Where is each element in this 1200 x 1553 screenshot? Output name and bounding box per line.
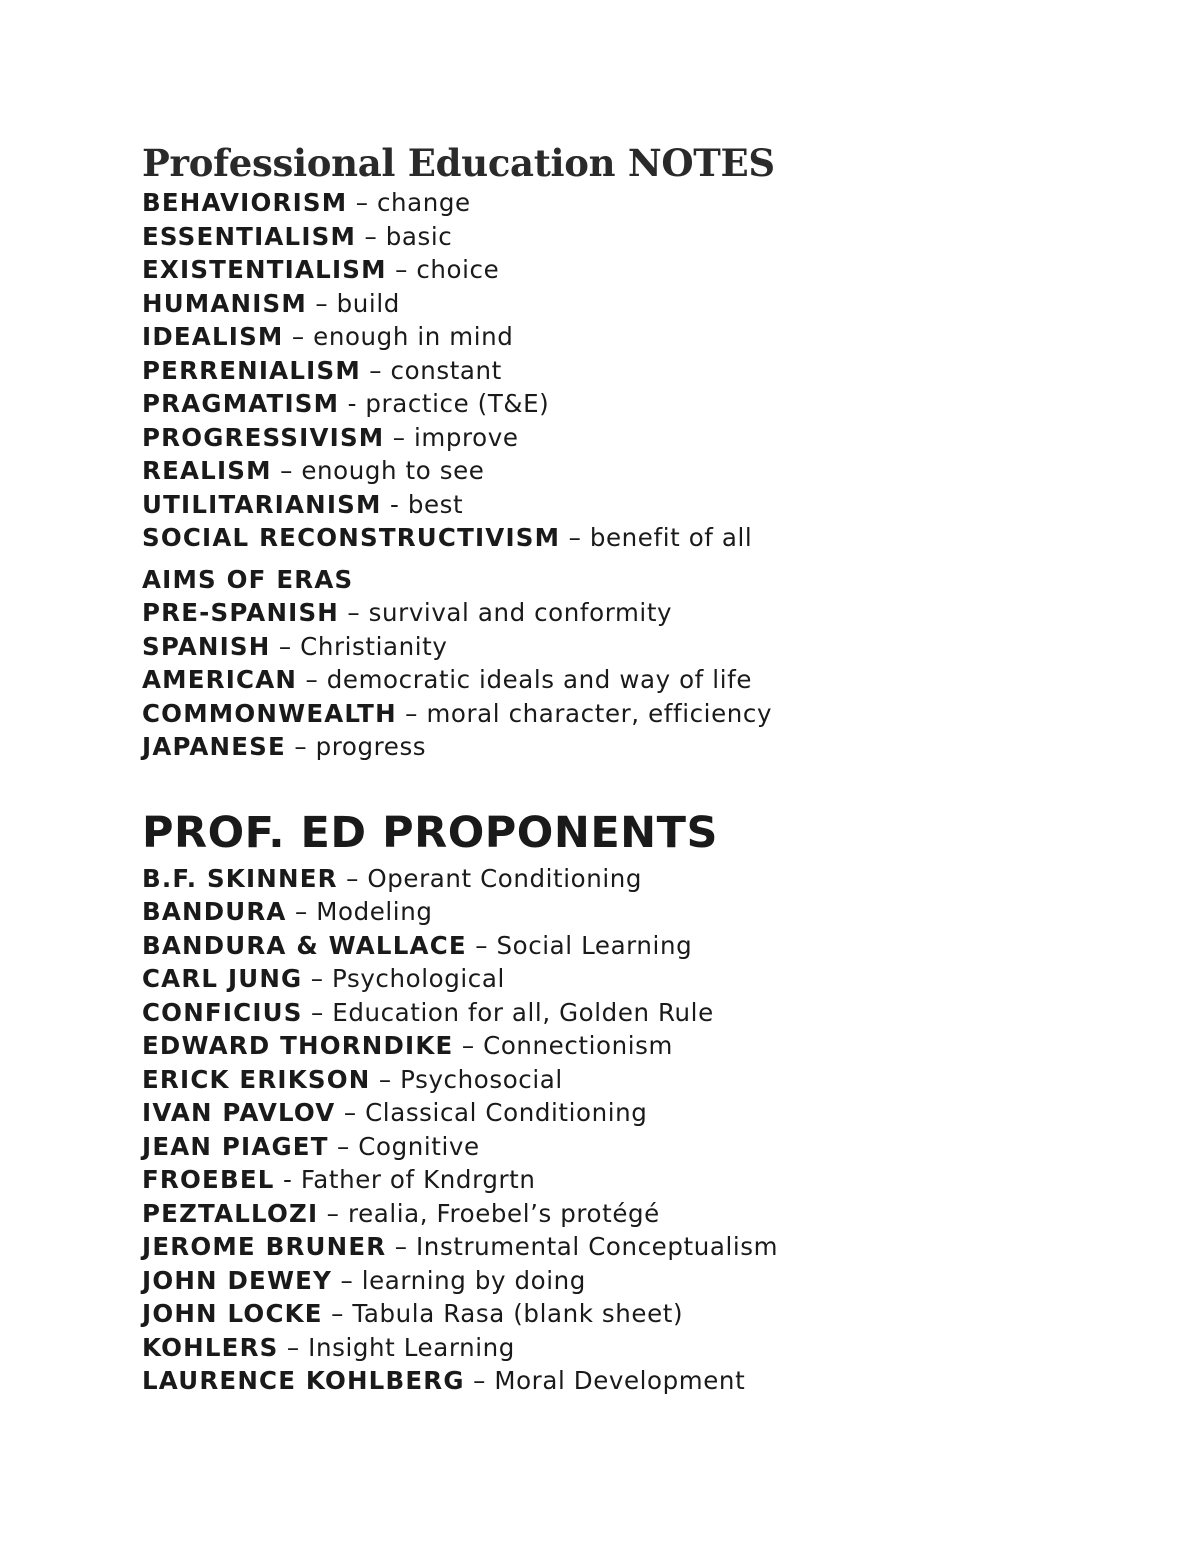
entry-term: AMERICAN: [142, 665, 298, 694]
entry-term: IVAN PAVLOV: [142, 1098, 336, 1127]
entry-separator: –: [384, 422, 415, 452]
entry-description: enough in mind: [313, 322, 514, 351]
list-item: [142, 1163, 1142, 1197]
entry-separator: –: [347, 188, 377, 217]
entry-description: Cognitive: [358, 1131, 480, 1161]
entry-term: EXISTENTIALISM: [142, 255, 387, 284]
entry-description: change: [376, 188, 471, 217]
eras-list: [142, 596, 1142, 764]
entry-term: PERRENIALISM: [142, 355, 361, 385]
entry-description: practice (T&E): [365, 389, 550, 418]
entry-description: Social Learning: [496, 930, 693, 960]
entry-description: Moral Development: [494, 1366, 746, 1395]
entry-term: ESSENTIALISM: [142, 221, 357, 251]
entry-description: best: [407, 489, 464, 519]
entry-term: JOHN DEWEY: [142, 1265, 333, 1295]
entry-separator: –: [271, 456, 302, 485]
document-title: Professional Education NOTES: [142, 141, 775, 185]
proponents-list: [142, 862, 1142, 1398]
entry-description: Modeling: [316, 897, 433, 926]
entry-separator: –: [332, 1265, 362, 1295]
entry-description: benefit of all: [589, 523, 753, 552]
entry-description: Psychosocial: [400, 1064, 563, 1094]
entry-term: CARL JUNG: [142, 964, 303, 993]
entry-description: improve: [414, 422, 519, 452]
entry-term: IDEALISM: [142, 322, 284, 351]
entry-separator: –: [464, 1366, 495, 1395]
entry-term: COMMONWEALTH: [142, 698, 397, 728]
entry-description: democratic ideals and way of life: [326, 665, 752, 694]
entry-description: Operant Conditioning: [367, 863, 643, 893]
entry-term: B.F. SKINNER: [142, 863, 338, 893]
list-item: [142, 1197, 1142, 1231]
document-page: [142, 140, 1142, 1398]
entry-term: BEHAVIORISM: [142, 188, 348, 217]
entry-term: LAURENCE KOHLBERG: [142, 1366, 465, 1395]
entry-description: Psychological: [332, 964, 505, 993]
entry-separator: –: [335, 1098, 366, 1127]
list-item: [142, 287, 1142, 321]
entry-separator: –: [318, 1198, 348, 1228]
list-item: [142, 862, 1142, 896]
list-item: [142, 1130, 1142, 1164]
entry-separator: –: [302, 964, 333, 993]
entry-separator: –: [360, 355, 391, 385]
entry-description: build: [336, 288, 400, 318]
entry-separator: –: [370, 1064, 401, 1094]
list-item: [142, 1063, 1142, 1097]
entry-description: Christianity: [300, 631, 448, 661]
entry-term: BANDURA: [142, 897, 287, 926]
entry-separator: –: [302, 997, 333, 1027]
entry-separator: –: [286, 897, 317, 926]
list-item: [142, 186, 1142, 220]
entry-separator: –: [560, 523, 590, 552]
entry-separator: –: [307, 288, 337, 318]
list-item: [142, 1297, 1142, 1331]
list-item: [142, 697, 1142, 731]
entry-description: Instrumental Conceptualism: [415, 1232, 779, 1261]
list-item: [142, 1364, 1142, 1398]
entry-description: Father of Kndrgrtn: [300, 1165, 536, 1194]
list-item: [142, 996, 1142, 1030]
entry-separator: –: [356, 221, 386, 251]
entry-separator: –: [396, 698, 427, 728]
entry-term: SPANISH: [142, 631, 271, 661]
list-item: [142, 421, 1142, 455]
entry-description: Classical Conditioning: [365, 1098, 648, 1127]
entry-term: BANDURA & WALLACE: [142, 930, 467, 960]
entry-term: EDWARD THORNDIKE: [142, 1031, 454, 1060]
entry-term: HUMANISM: [142, 288, 307, 318]
entry-term: FROEBEL: [142, 1165, 275, 1194]
entry-description: enough to see: [301, 456, 485, 485]
list-item: [142, 962, 1142, 996]
list-item: [142, 1230, 1142, 1264]
entry-description: choice: [416, 255, 500, 284]
proponents-heading: PROF. ED PROPONENTS: [142, 807, 718, 858]
philosophies-list: [142, 186, 1142, 555]
list-item: [142, 1264, 1142, 1298]
entry-separator: –: [285, 732, 316, 761]
entry-separator: –: [386, 1232, 416, 1261]
entry-description: learning by doing: [361, 1265, 586, 1295]
entry-term: JAPANESE: [142, 732, 286, 761]
list-item: [142, 387, 1142, 421]
list-item: [142, 663, 1142, 697]
entry-separator: –: [322, 1299, 353, 1328]
entry-separator: –: [278, 1332, 309, 1362]
entry-separator: –: [328, 1131, 359, 1161]
entry-separator: –: [386, 255, 417, 284]
entry-separator: -: [339, 389, 366, 418]
entry-separator: –: [297, 665, 327, 694]
entry-term: ERICK ERIKSON: [142, 1064, 371, 1094]
list-item: [142, 1096, 1142, 1130]
list-item: [142, 730, 1142, 764]
entry-term: KOHLERS: [142, 1332, 279, 1362]
entry-term: PROGRESSIVISM: [142, 422, 385, 452]
entry-term: PRE-SPANISH: [142, 598, 340, 627]
entry-description: progress: [315, 732, 427, 761]
entry-separator: –: [337, 863, 368, 893]
list-item: [142, 1331, 1142, 1365]
list-item: [142, 354, 1142, 388]
list-item: [142, 895, 1142, 929]
entry-term: JEROME BRUNER: [142, 1232, 387, 1261]
list-item: [142, 1029, 1142, 1063]
entry-term: CONFICIUS: [142, 997, 303, 1027]
eras-heading: AIMS OF ERAS: [142, 564, 354, 594]
entry-description: Education for all, Golden Rule: [332, 997, 714, 1027]
entry-separator: -: [274, 1165, 301, 1194]
entry-description: moral character, efficiency: [426, 698, 773, 728]
entry-description: constant: [390, 355, 502, 385]
entry-separator: –: [339, 598, 369, 627]
entry-separator: –: [283, 322, 314, 351]
entry-term: JOHN LOCKE: [142, 1299, 323, 1328]
entry-description: basic: [385, 221, 453, 251]
list-item: [142, 454, 1142, 488]
entry-separator: –: [453, 1031, 484, 1060]
entry-term: REALISM: [142, 456, 272, 485]
entry-term: PEZTALLOZI: [142, 1198, 319, 1228]
entry-description: Insight Learning: [308, 1332, 515, 1362]
list-item: [142, 488, 1142, 522]
entry-term: JEAN PIAGET: [142, 1131, 329, 1161]
entry-description: realia, Froebel’s protégé: [347, 1198, 660, 1228]
entry-description: survival and conformity: [368, 598, 673, 627]
entry-separator: –: [466, 930, 497, 960]
entry-separator: -: [381, 489, 408, 519]
list-item: [142, 630, 1142, 664]
entry-term: SOCIAL RECONSTRUCTIVISM: [142, 523, 561, 552]
entry-term: PRAGMATISM: [142, 389, 340, 418]
entry-term: UTILITARIANISM: [142, 489, 382, 519]
entry-description: Connectionism: [483, 1031, 673, 1060]
list-item: [142, 521, 1142, 555]
list-item: [142, 220, 1142, 254]
entry-separator: –: [270, 631, 301, 661]
list-item: [142, 320, 1142, 354]
list-item: [142, 253, 1142, 287]
list-item: [142, 929, 1142, 963]
list-item: [142, 596, 1142, 630]
entry-description: Tabula Rasa (blank sheet): [352, 1299, 684, 1328]
